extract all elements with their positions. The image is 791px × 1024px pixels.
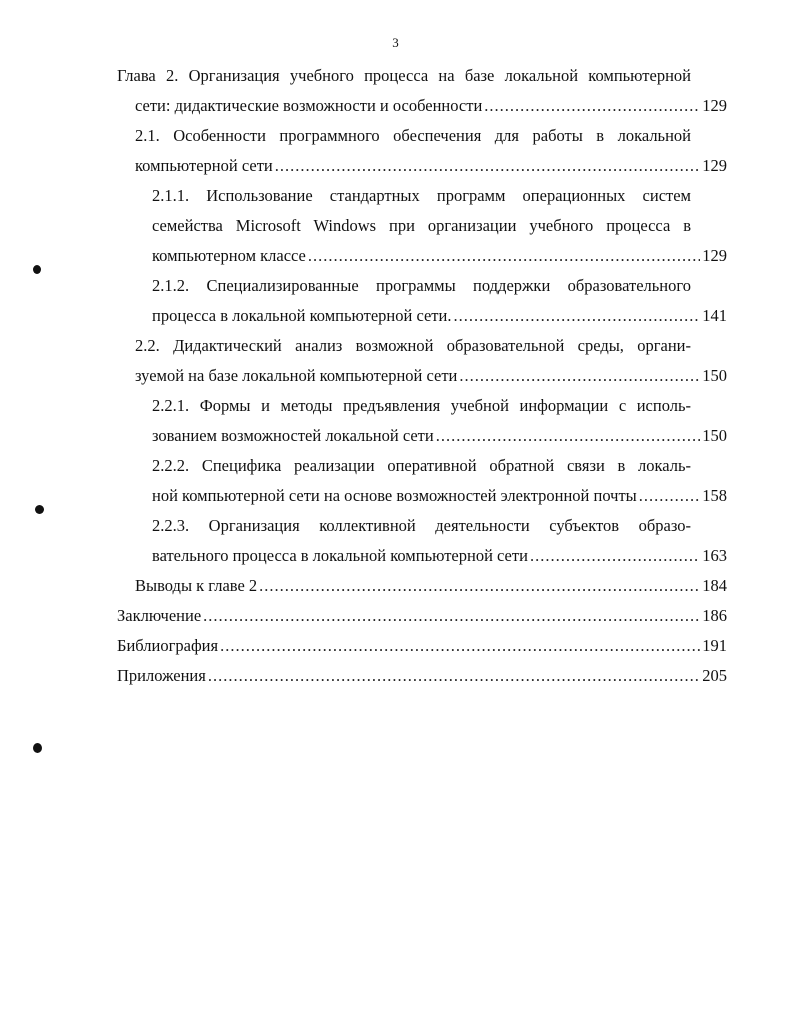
dot-leader	[203, 606, 700, 626]
toc-title: ной компьютерной сети на основе возможностей электронной почты	[152, 486, 637, 505]
page-number: 3	[392, 35, 399, 50]
toc-title: зованием возможностей локальной сети	[152, 426, 434, 445]
toc-page-number: 205	[702, 666, 727, 685]
toc-title: сети: дидактические возможности и особенности	[135, 96, 483, 115]
scan-speck	[33, 743, 42, 753]
toc-line: 2.1.2. Специализированные программы поддержки образовательного	[152, 276, 691, 295]
toc-page-number: 163	[702, 546, 727, 565]
toc-page-number: 191	[702, 636, 727, 655]
toc-title: Заключение	[117, 606, 202, 625]
toc-line: Глава 2. Организация учебного процесса на базе локальной компьютерной	[117, 66, 691, 85]
dot-leader	[436, 426, 701, 446]
toc-title: компьютерном классе	[152, 246, 306, 265]
toc-page-number: 141	[702, 306, 727, 325]
toc-title: Приложения	[117, 666, 206, 685]
toc-line: 2.2.3. Организация коллективной деятельности субъектов образо-	[152, 516, 691, 535]
scan-speck	[35, 505, 44, 514]
dot-leader	[259, 576, 700, 596]
toc-page-number: 129	[702, 96, 727, 115]
toc-title: вательного процесса в локальной компьютерной сети	[152, 546, 528, 565]
dot-leader	[308, 246, 700, 266]
dot-leader	[484, 96, 700, 116]
toc-title: компьютерной сети	[135, 156, 273, 175]
toc-line: 2.1.1. Использование стандартных программ операционных систем	[152, 186, 691, 205]
dot-leader	[459, 366, 700, 386]
toc-line: 2.1. Особенности программного обеспечения для работы в локальной	[135, 126, 691, 145]
toc-page-number: 150	[702, 366, 727, 385]
toc-page-number: 158	[702, 486, 727, 505]
toc-line: семейства Microsoft Windows при организации учебного процесса в	[152, 216, 691, 235]
toc-page-number: 150	[702, 426, 727, 445]
dot-leader	[530, 546, 700, 566]
toc-title: Библиография	[117, 636, 219, 655]
dot-leader	[453, 306, 700, 326]
toc-page-number: 186	[702, 606, 727, 625]
toc-title: Выводы к главе 2	[135, 576, 258, 595]
toc-title: зуемой на базе локальной компьютерной сети	[135, 366, 458, 385]
toc-line: 2.2. Дидактический анализ возможной образовательной среды, органи-	[135, 336, 691, 355]
toc-line: 2.2.2. Специфика реализации оперативной обратной связи в локаль-	[152, 456, 691, 475]
toc-line: 2.2.1. Формы и методы предъявления учебной информации с исполь-	[152, 396, 691, 415]
dot-leader	[639, 486, 701, 506]
toc-page-number: 129	[702, 156, 727, 175]
scan-speck	[33, 265, 41, 274]
toc-title: процесса в локальной компьютерной сети.	[152, 306, 452, 325]
dot-leader	[275, 156, 701, 176]
toc-page-number: 129	[702, 246, 727, 265]
dot-leader	[208, 666, 700, 686]
dot-leader	[220, 636, 700, 656]
toc-page-number: 184	[702, 576, 727, 595]
